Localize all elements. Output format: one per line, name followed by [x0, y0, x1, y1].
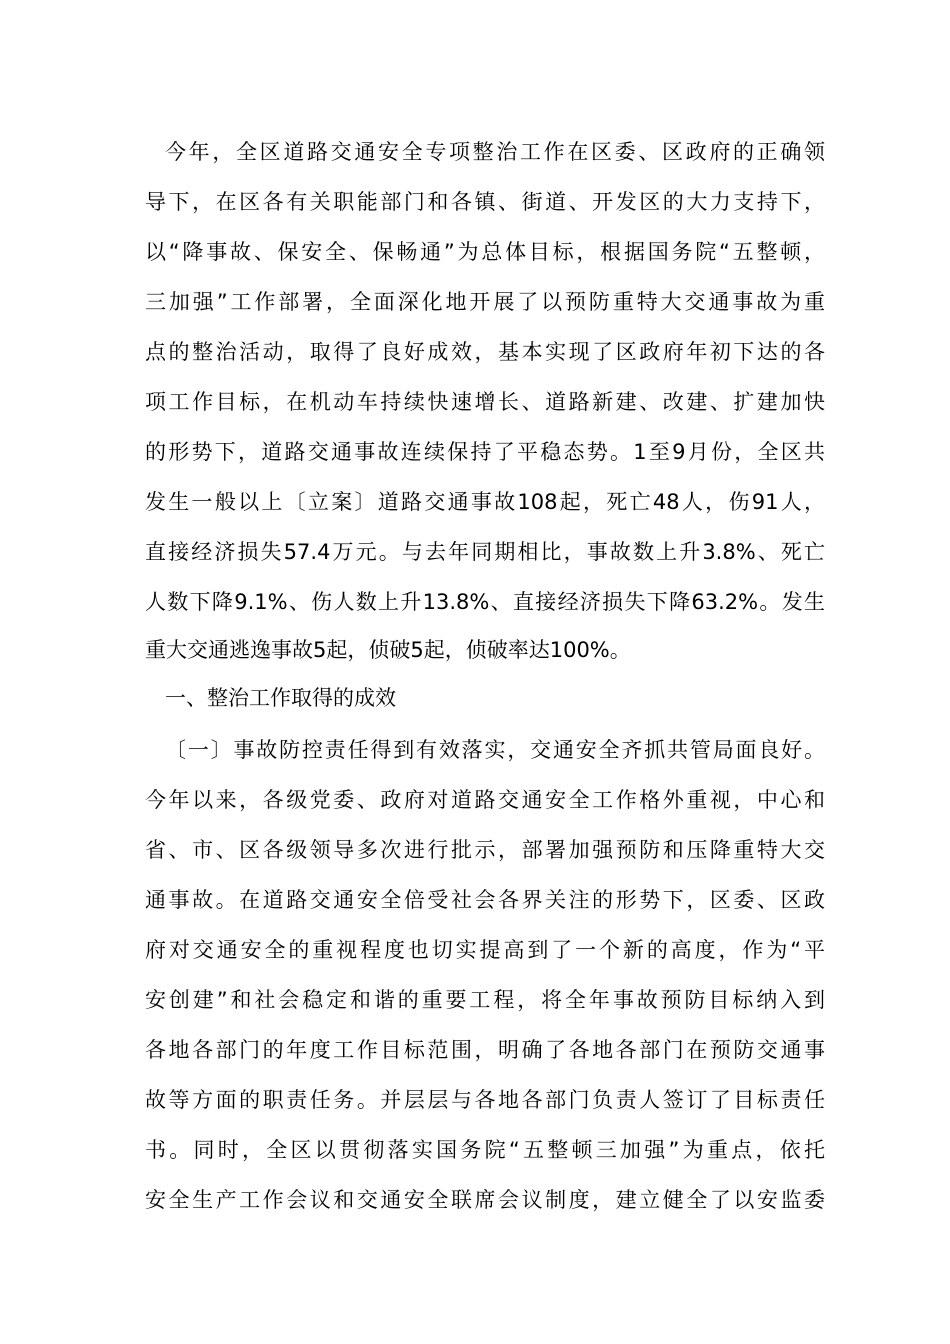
- paragraph-line: 故等方面的职责任务。并层层与各地各部门负责人签订了目标责任: [145, 1088, 825, 1112]
- paragraph-line: 三加强”工作部署，全面深化地开展了以预防重特大交通事故为重: [145, 290, 825, 314]
- paragraph-line: 通事故。在道路交通安全倍受社会各界关注的形势下，区委、区政: [145, 888, 825, 912]
- section-heading: 一、整治工作取得的成效: [165, 686, 396, 710]
- paragraph-line: 项工作目标，在机动车持续快速增长、道路新建、改建、扩建加快: [145, 390, 825, 414]
- paragraph-line: 发生一般以上〔立案〕道路交通事故108起，死亡48人，伤91人，: [145, 490, 825, 514]
- subsection-heading: 〔一〕事故防控责任得到有效落实，交通安全齐抓共管局面良好。: [165, 738, 825, 762]
- paragraph-line: 重大交通逃逸事故5起，侦破5起，侦破率达100%。: [145, 638, 631, 662]
- paragraph-line: 今年，全区道路交通安全专项整治工作在区委、区政府的正确领: [165, 140, 825, 164]
- paragraph-line: 安全生产工作会议和交通安全联席会议制度，建立健全了以安监委: [145, 1188, 825, 1212]
- paragraph-line: 人数下降9.1%、伤人数上升13.8%、直接经济损失下降63.2%。发生: [145, 590, 825, 614]
- paragraph-line: 府对交通安全的重视程度也切实提高到了一个新的高度，作为“平: [145, 938, 825, 962]
- paragraph-line: 以“降事故、保安全、保畅通”为总体目标，根据国务院“五整顿，: [145, 240, 825, 264]
- paragraph-line: 安创建”和社会稳定和谐的重要工程，将全年事故预防目标纳入到: [145, 988, 825, 1012]
- paragraph-line: 点的整治活动，取得了良好成效，基本实现了区政府年初下达的各: [145, 340, 825, 364]
- paragraph-line: 各地各部门的年度工作目标范围，明确了各地各部门在预防交通事: [145, 1038, 825, 1062]
- paragraph-line: 今年以来，各级党委、政府对道路交通安全工作格外重视，中心和: [145, 788, 825, 812]
- paragraph-line: 的形势下，道路交通事故连续保持了平稳态势。1至9月份，全区共: [145, 440, 825, 464]
- paragraph-line: 书。同时，全区以贯彻落实国务院“五整顿三加强”为重点，依托: [145, 1138, 825, 1162]
- paragraph-line: 直接经济损失57.4万元。与去年同期相比，事故数上升3.8%、死亡: [145, 540, 825, 564]
- paragraph-line: 导下，在区各有关职能部门和各镇、街道、开发区的大力支持下，: [145, 190, 825, 214]
- paragraph-line: 省、市、区各级领导多次进行批示，部署加强预防和压降重特大交: [145, 838, 825, 862]
